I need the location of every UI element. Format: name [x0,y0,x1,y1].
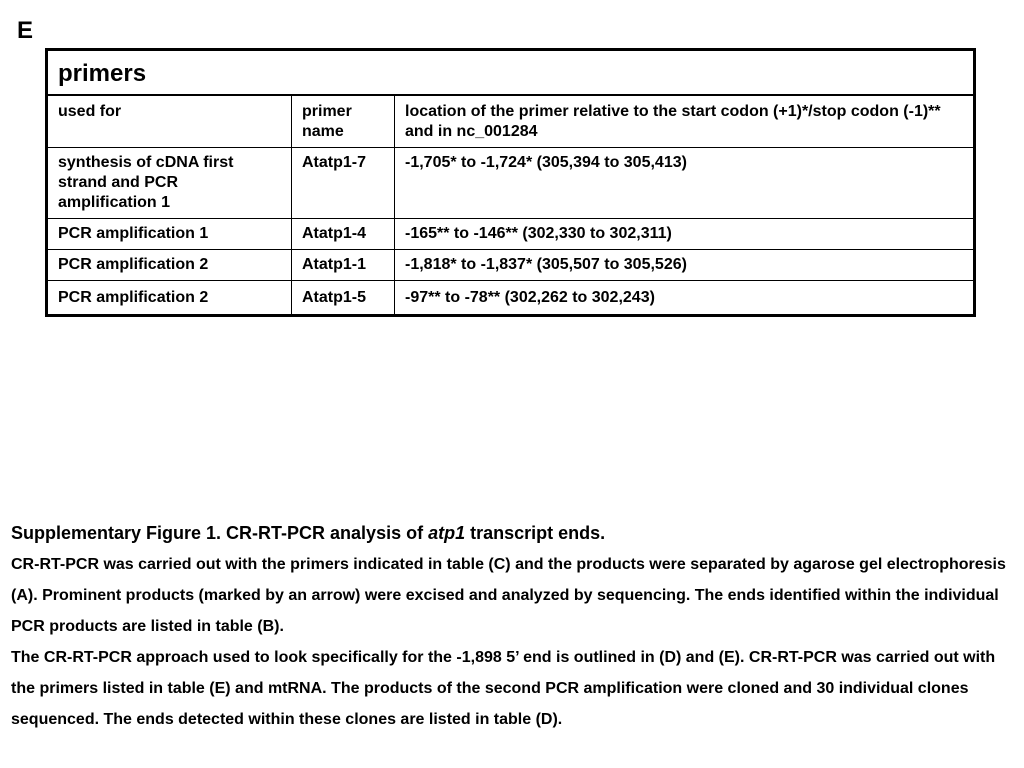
figure-caption [11,518,1011,735]
caption-title-suffix: transcript ends. [465,523,606,543]
cell-location: -1,818* to -1,837* (305,507 to 305,526) [395,250,975,281]
cell-location: -1,705* to -1,724* (305,394 to 305,413) [395,148,975,219]
cell-used-for: PCR amplification 2 [47,250,292,281]
table-row [47,219,975,250]
caption-paragraph-1: CR-RT-PCR was carried out with the primers indicated in table (C) and the products were separated by agarose gel electrophoresis (A). Prominent products (marked by an arrow) were excised and analyzed by sequencing. The ends identified within the individual PCR products are listed in table (B). [11,556,1006,635]
caption-title-prefix: Supplementary Figure 1. CR-RT-PCR analysis of [11,523,429,543]
primers-table [45,48,976,317]
caption-paragraph-2: The CR-RT-PCR approach used to look specifically for the -1,898 5’ end is outlined in (D) and (E). CR-RT-PCR was carried out with the primers listed in table (E) and mtRNA. The products of the second PCR amplification were cloned and 30 individual clones sequenced. The ends detected within these clones are listed in table (D). [11,649,996,728]
header-location: location of the primer relative to the start codon (+1)*/stop codon (-1)** and in nc_001284 [395,95,975,148]
table-title: primers [47,50,975,96]
table-title-row [47,50,975,96]
cell-location: -165** to -146** (302,330 to 302,311) [395,219,975,250]
header-primer-name: primer name [292,95,395,148]
cell-primer-name: Atatp1-4 [292,219,395,250]
cell-primer-name: Atatp1-1 [292,250,395,281]
header-used-for: used for [47,95,292,148]
table-header-row [47,95,975,148]
cell-primer-name: Atatp1-7 [292,148,395,219]
cell-location: -97** to -78** (302,262 to 302,243) [395,281,975,316]
caption-title [11,518,1011,548]
table-row [47,250,975,281]
cell-used-for: synthesis of cDNA first strand and PCR amplification 1 [47,148,292,219]
cell-primer-name: Atatp1-5 [292,281,395,316]
caption-title-gene: atp1 [428,523,466,543]
cell-used-for: PCR amplification 1 [47,219,292,250]
panel-label: E [17,17,34,44]
cell-used-for: PCR amplification 2 [47,281,292,316]
table-row [47,148,975,219]
table-row [47,281,975,316]
